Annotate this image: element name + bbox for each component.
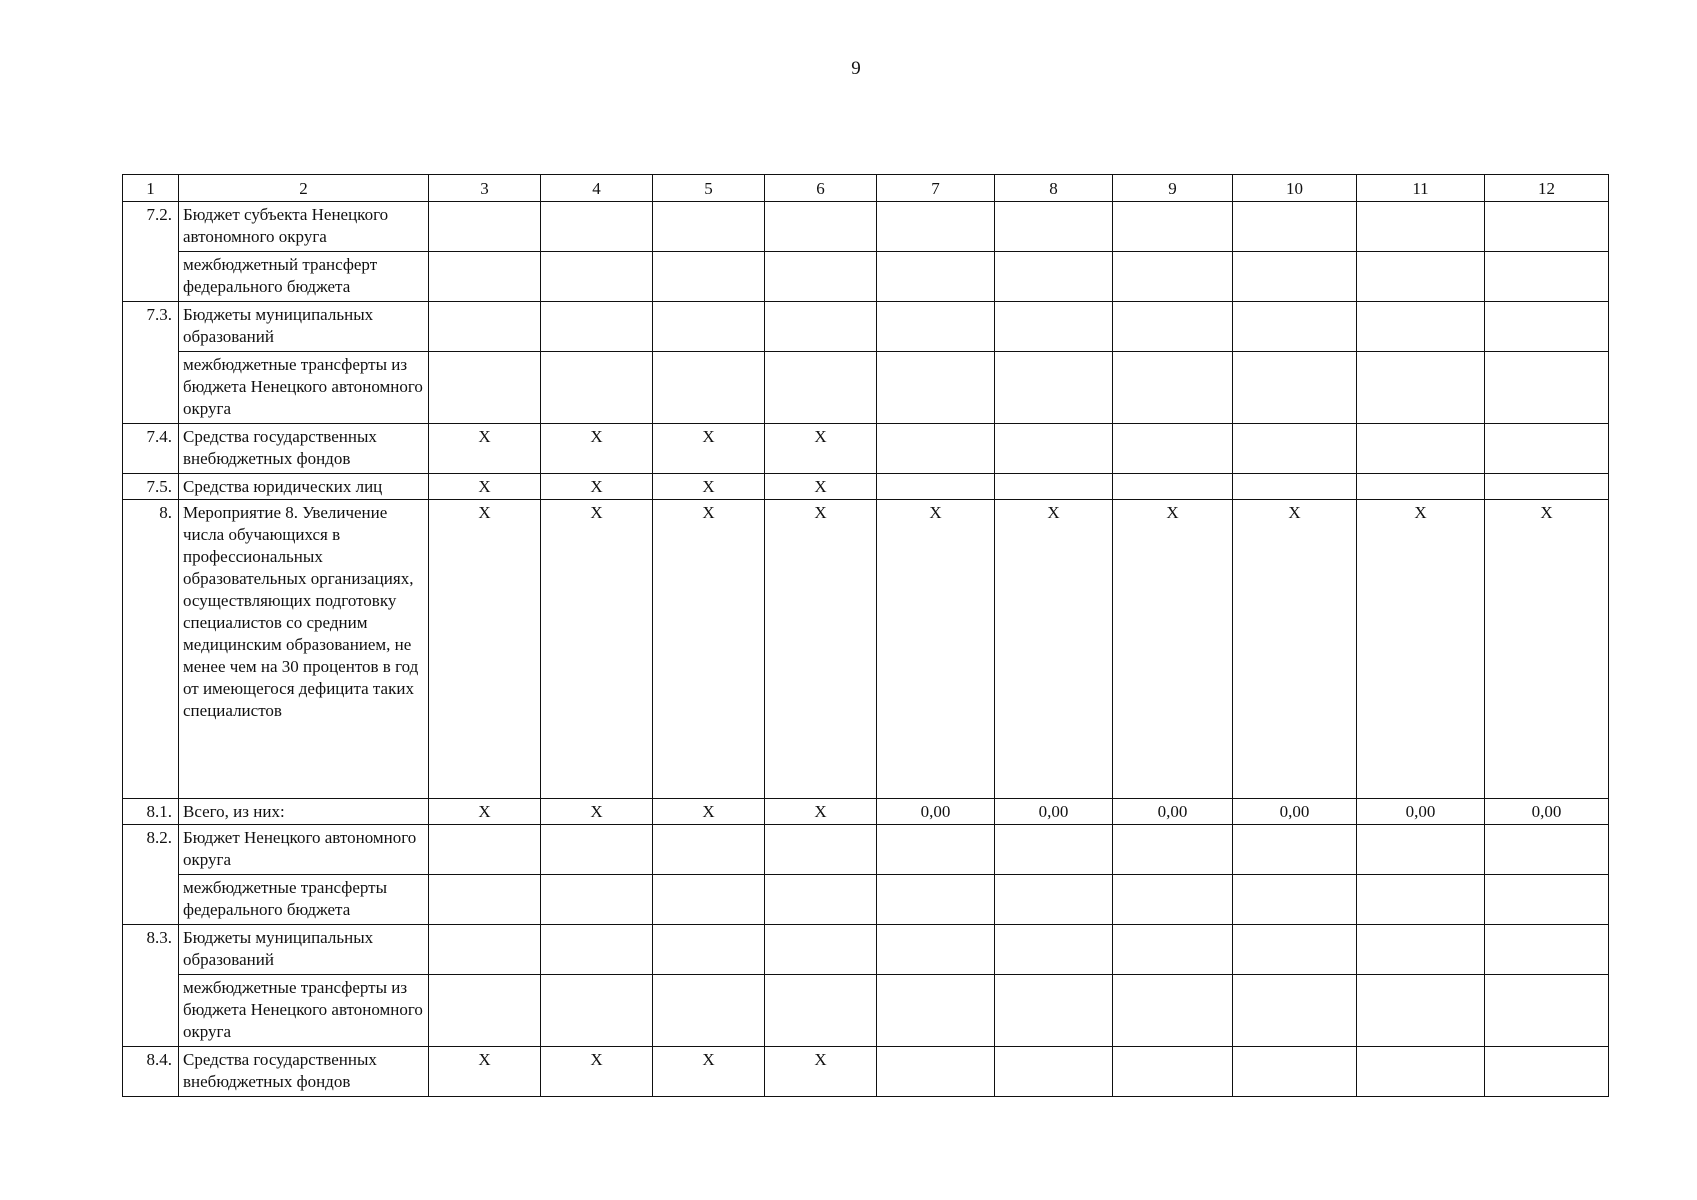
column-number-12: 12 [1485, 175, 1609, 202]
row-name: Бюджеты муниципальных образований [179, 302, 429, 352]
value-cell [653, 252, 765, 302]
value-cell [541, 352, 653, 424]
value-cell [1113, 1047, 1233, 1097]
value-cell [1357, 925, 1485, 975]
row-name: Средства государственных внебюджетных фондов [179, 1047, 429, 1097]
value-cell [995, 424, 1113, 474]
column-number-7: 7 [877, 175, 995, 202]
value-cell [429, 925, 541, 975]
value-cell [1233, 302, 1357, 352]
value-cell: X [429, 1047, 541, 1097]
table-row [123, 252, 1609, 302]
value-cell [877, 975, 995, 1047]
value-cell [541, 875, 653, 925]
value-cell: X [765, 799, 877, 825]
value-cell [1233, 202, 1357, 252]
column-number-10: 10 [1233, 175, 1357, 202]
value-cell [541, 975, 653, 1047]
value-cell [429, 252, 541, 302]
value-cell [765, 302, 877, 352]
value-cell [1485, 975, 1609, 1047]
table-row [123, 1047, 1609, 1097]
value-cell [1233, 875, 1357, 925]
value-cell [1485, 825, 1609, 875]
value-cell [653, 202, 765, 252]
row-name: Бюджет Ненецкого автономного округа [179, 825, 429, 875]
value-cell: X [653, 799, 765, 825]
value-cell [995, 252, 1113, 302]
value-cell: 0,00 [995, 799, 1113, 825]
value-cell [653, 302, 765, 352]
value-cell [877, 925, 995, 975]
value-cell: X [653, 1047, 765, 1097]
value-cell: X [765, 500, 877, 799]
value-cell: X [653, 474, 765, 500]
value-cell: 0,00 [1357, 799, 1485, 825]
value-cell: 0,00 [1233, 799, 1357, 825]
row-name: межбюджетные трансферты из бюджета Ненецкого автономного округа [179, 352, 429, 424]
row-name: межбюджетные трансферты федерального бюджета [179, 875, 429, 925]
value-cell [1113, 474, 1233, 500]
value-cell [541, 925, 653, 975]
value-cell [765, 352, 877, 424]
value-cell: X [653, 500, 765, 799]
value-cell: X [541, 799, 653, 825]
value-cell [1485, 202, 1609, 252]
value-cell: X [653, 424, 765, 474]
value-cell [1233, 352, 1357, 424]
column-number-9: 9 [1113, 175, 1233, 202]
value-cell [1485, 302, 1609, 352]
row-number: 8.3. [123, 925, 179, 1047]
value-cell [1357, 202, 1485, 252]
value-cell: X [1233, 500, 1357, 799]
value-cell [1113, 975, 1233, 1047]
value-cell [1113, 875, 1233, 925]
column-number-3: 3 [429, 175, 541, 202]
value-cell: X [1113, 500, 1233, 799]
row-name: Бюджеты муниципальных образований [179, 925, 429, 975]
value-cell [1357, 302, 1485, 352]
value-cell [1113, 825, 1233, 875]
value-cell [429, 875, 541, 925]
value-cell: X [541, 500, 653, 799]
value-cell: X [541, 424, 653, 474]
value-cell [653, 825, 765, 875]
row-number: 8.2. [123, 825, 179, 925]
value-cell: X [429, 474, 541, 500]
value-cell: X [429, 799, 541, 825]
value-cell: 0,00 [1485, 799, 1609, 825]
table-row [123, 500, 1609, 799]
value-cell: X [1357, 500, 1485, 799]
column-number-11: 11 [1357, 175, 1485, 202]
value-cell [653, 925, 765, 975]
value-cell [1357, 825, 1485, 875]
value-cell [877, 202, 995, 252]
value-cell [1485, 252, 1609, 302]
value-cell [995, 825, 1113, 875]
value-cell [995, 202, 1113, 252]
value-cell [653, 875, 765, 925]
value-cell [429, 825, 541, 875]
row-name: Мероприятие 8. Увеличение числа обучающихся в профессиональных образовательных организациях, осуществляющих подготовку специалистов со средним медицинским образованием, не менее чем на 30 процентов в год от имеющегося дефицита таких специалистов [179, 500, 429, 799]
value-cell [653, 975, 765, 1047]
value-cell [541, 302, 653, 352]
value-cell [995, 875, 1113, 925]
table-row [123, 925, 1609, 975]
table-row [123, 875, 1609, 925]
value-cell [765, 875, 877, 925]
row-number: 8. [123, 500, 179, 799]
value-cell [765, 252, 877, 302]
value-cell [995, 925, 1113, 975]
value-cell [1113, 302, 1233, 352]
value-cell [1485, 424, 1609, 474]
value-cell [877, 825, 995, 875]
value-cell [1233, 252, 1357, 302]
value-cell [1357, 975, 1485, 1047]
row-number: 7.5. [123, 474, 179, 500]
value-cell [1357, 875, 1485, 925]
value-cell [1357, 474, 1485, 500]
column-number-8: 8 [995, 175, 1113, 202]
value-cell [541, 252, 653, 302]
value-cell: X [429, 500, 541, 799]
value-cell [995, 302, 1113, 352]
value-cell [541, 825, 653, 875]
budget-table [122, 174, 1609, 1097]
table-body [123, 175, 1609, 1097]
value-cell [877, 352, 995, 424]
row-number: 7.2. [123, 202, 179, 302]
value-cell: X [765, 424, 877, 474]
table-row [123, 302, 1609, 352]
value-cell: X [877, 500, 995, 799]
value-cell [1113, 252, 1233, 302]
value-cell [877, 302, 995, 352]
value-cell [1357, 252, 1485, 302]
value-cell [1485, 474, 1609, 500]
value-cell [765, 975, 877, 1047]
column-number-1: 1 [123, 175, 179, 202]
value-cell [877, 474, 995, 500]
value-cell [995, 352, 1113, 424]
row-number: 8.1. [123, 799, 179, 825]
table-row [123, 474, 1609, 500]
column-number-6: 6 [765, 175, 877, 202]
column-number-4: 4 [541, 175, 653, 202]
value-cell [877, 1047, 995, 1097]
table-row [123, 202, 1609, 252]
value-cell [765, 202, 877, 252]
value-cell: 0,00 [1113, 799, 1233, 825]
value-cell [653, 352, 765, 424]
row-number: 7.4. [123, 424, 179, 474]
value-cell [877, 424, 995, 474]
value-cell: X [765, 474, 877, 500]
value-cell [995, 975, 1113, 1047]
value-cell [1357, 1047, 1485, 1097]
value-cell [877, 252, 995, 302]
value-cell [1485, 925, 1609, 975]
column-number-2: 2 [179, 175, 429, 202]
row-name: Всего, из них: [179, 799, 429, 825]
row-name: межбюджетный трансферт федерального бюджета [179, 252, 429, 302]
value-cell [541, 202, 653, 252]
value-cell [1113, 202, 1233, 252]
value-cell [765, 825, 877, 875]
row-name: Бюджет субъекта Ненецкого автономного округа [179, 202, 429, 252]
value-cell: X [541, 474, 653, 500]
value-cell [1233, 1047, 1357, 1097]
value-cell [429, 302, 541, 352]
row-name: межбюджетные трансферты из бюджета Ненецкого автономного округа [179, 975, 429, 1047]
value-cell: X [995, 500, 1113, 799]
column-number-5: 5 [653, 175, 765, 202]
table-row [123, 424, 1609, 474]
value-cell [429, 975, 541, 1047]
value-cell [1113, 925, 1233, 975]
value-cell [1485, 875, 1609, 925]
value-cell [995, 1047, 1113, 1097]
value-cell [1233, 975, 1357, 1047]
row-number: 7.3. [123, 302, 179, 424]
table-row [123, 799, 1609, 825]
value-cell: X [765, 1047, 877, 1097]
table-row [123, 352, 1609, 424]
row-name: Средства государственных внебюджетных фондов [179, 424, 429, 474]
value-cell [1233, 825, 1357, 875]
value-cell: X [429, 424, 541, 474]
value-cell: X [541, 1047, 653, 1097]
value-cell [995, 474, 1113, 500]
table-row [123, 825, 1609, 875]
page-number: 9 [851, 58, 861, 79]
value-cell [1357, 424, 1485, 474]
column-number-row [123, 175, 1609, 202]
value-cell [877, 875, 995, 925]
value-cell [1233, 474, 1357, 500]
value-cell [1113, 352, 1233, 424]
value-cell [429, 352, 541, 424]
row-number: 8.4. [123, 1047, 179, 1097]
value-cell: X [1485, 500, 1609, 799]
value-cell [1233, 925, 1357, 975]
value-cell [1485, 352, 1609, 424]
value-cell: 0,00 [877, 799, 995, 825]
value-cell [1113, 424, 1233, 474]
value-cell [1485, 1047, 1609, 1097]
value-cell [765, 925, 877, 975]
value-cell [1357, 352, 1485, 424]
table-row [123, 975, 1609, 1047]
row-name: Средства юридических лиц [179, 474, 429, 500]
value-cell [429, 202, 541, 252]
value-cell [1233, 424, 1357, 474]
